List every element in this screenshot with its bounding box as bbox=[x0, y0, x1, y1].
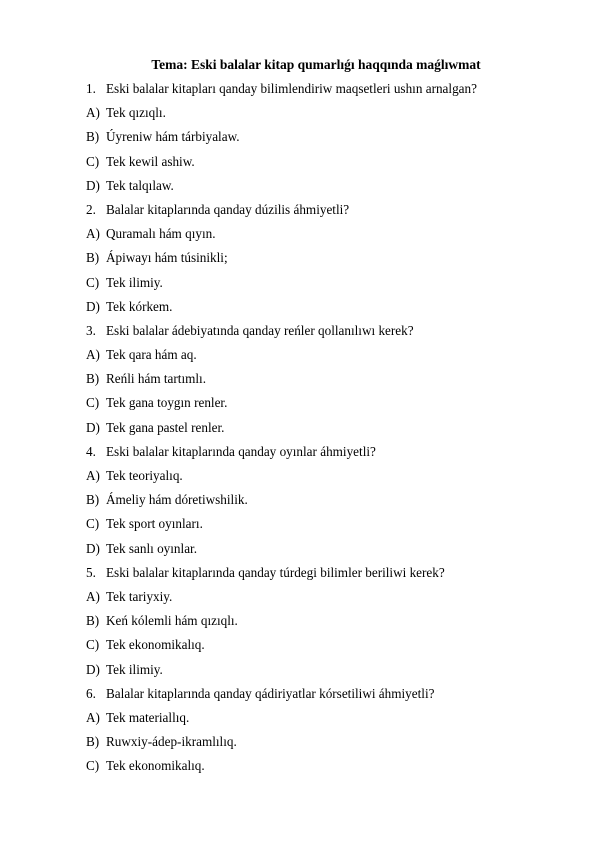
question-text: Eski balalar ádebiyatında qanday reńler qollanılıwı kerek? bbox=[106, 322, 414, 338]
option-row bbox=[86, 491, 566, 515]
question-text: Eski balalar kitaplarında qanday túrdegi bilimler beriliwi kerek? bbox=[106, 564, 445, 580]
option-letter: D) bbox=[86, 419, 100, 435]
question-number: 2. bbox=[86, 201, 96, 217]
option-letter: C) bbox=[86, 637, 100, 653]
option-text: Reńli hám tartımlı. bbox=[106, 371, 206, 387]
option-row bbox=[86, 177, 566, 201]
option-row bbox=[86, 515, 566, 539]
option-text: Tek kewil ashiw. bbox=[106, 153, 195, 169]
option-text: Tek gana pastel renler. bbox=[106, 419, 225, 435]
option-text: Tek sport oyınları. bbox=[106, 516, 203, 532]
option-row bbox=[86, 757, 566, 781]
option-row bbox=[86, 298, 566, 322]
option-letter: B) bbox=[86, 129, 100, 145]
option-text: Tek teoriyalıq. bbox=[106, 468, 183, 483]
option-text: Ámeliy hám dóretiwshilik. bbox=[106, 492, 248, 508]
option-text: Ápiwayı hám túsinikli; bbox=[106, 250, 228, 266]
option-row bbox=[86, 540, 566, 564]
option-row bbox=[86, 394, 566, 418]
option-row bbox=[86, 612, 566, 636]
question-row bbox=[86, 80, 566, 104]
option-text: Tek sanlı oyınlar. bbox=[106, 540, 198, 556]
option-text: Tek ilimiy. bbox=[106, 274, 163, 290]
option-letter: B) bbox=[86, 492, 100, 508]
option-text: Tek materiallıq. bbox=[106, 709, 190, 725]
question-text: Eski balalar kitaplarında qanday oyınlar áhmiyetli? bbox=[106, 443, 376, 459]
option-row bbox=[86, 128, 566, 152]
option-row bbox=[86, 104, 566, 128]
question-text: Eski balalar kitapları qanday bilimlendiriw maqsetleri ushın arnalgan? bbox=[106, 81, 477, 96]
question-text: Balalar kitaplarında qanday dúzilis áhmiyetli? bbox=[106, 201, 350, 217]
option-text: Tek ekonomikalıq. bbox=[106, 758, 205, 774]
option-row bbox=[86, 709, 566, 733]
option-row bbox=[86, 274, 566, 298]
option-text: Tek gana toygın renler. bbox=[106, 395, 228, 411]
option-row bbox=[86, 661, 566, 685]
option-letter: C) bbox=[86, 395, 100, 411]
option-letter: B) bbox=[86, 613, 100, 629]
option-letter: C) bbox=[86, 758, 100, 774]
question-list bbox=[86, 80, 566, 781]
option-letter: C) bbox=[86, 274, 100, 290]
option-letter: D) bbox=[86, 540, 100, 556]
option-row bbox=[86, 225, 566, 249]
question-number: 4. bbox=[86, 443, 96, 459]
option-letter: A) bbox=[86, 709, 100, 725]
option-letter: D) bbox=[86, 661, 100, 677]
option-text: Tek kórkem. bbox=[106, 298, 173, 314]
option-text: Tek ekonomikalıq. bbox=[106, 637, 205, 653]
option-row bbox=[86, 419, 566, 443]
option-text: Úyreniw hám tárbiyalaw. bbox=[106, 129, 240, 145]
question-row bbox=[86, 322, 566, 346]
option-letter: A) bbox=[86, 226, 100, 242]
option-text: Tek qızıqlı. bbox=[106, 105, 166, 121]
option-row bbox=[86, 370, 566, 394]
option-letter: A) bbox=[86, 347, 100, 363]
option-text: Tek talqılaw. bbox=[106, 177, 174, 193]
question-row bbox=[86, 685, 566, 709]
option-row bbox=[86, 467, 566, 491]
option-letter: A) bbox=[86, 588, 100, 604]
option-letter: B) bbox=[86, 734, 100, 750]
option-row bbox=[86, 733, 566, 757]
option-text: Keń kólemli hám qızıqlı. bbox=[106, 613, 238, 629]
option-text: Ruwxiy-ádep-ikramlılıq. bbox=[106, 734, 237, 750]
page-title: Tema: Eski balalar kitap qumarlıǵı haqqında maǵlıwmat bbox=[151, 57, 481, 72]
question-number: 3. bbox=[86, 322, 96, 338]
option-letter: B) bbox=[86, 371, 100, 387]
option-text: Tek qara hám aq. bbox=[106, 347, 197, 363]
question-row bbox=[86, 443, 566, 467]
question-row bbox=[86, 564, 566, 588]
option-letter: A) bbox=[86, 468, 100, 483]
option-text: Tek tariyxiy. bbox=[106, 588, 173, 604]
option-letter: C) bbox=[86, 153, 100, 169]
question-text: Balalar kitaplarında qanday qádiriyatlar kórsetiliwi áhmiyetli? bbox=[106, 685, 435, 701]
question-number: 5. bbox=[86, 564, 96, 580]
option-row bbox=[86, 636, 566, 660]
question-row bbox=[86, 201, 566, 225]
option-letter: A) bbox=[86, 105, 100, 121]
option-letter: C) bbox=[86, 516, 100, 532]
question-number: 1. bbox=[86, 81, 96, 96]
option-row bbox=[86, 346, 566, 370]
option-row bbox=[86, 588, 566, 612]
option-text: Quramalı hám qıyın. bbox=[106, 226, 216, 242]
question-number: 6. bbox=[86, 685, 96, 701]
option-text: Tek ilimiy. bbox=[106, 661, 163, 677]
option-row bbox=[86, 249, 566, 273]
option-letter: D) bbox=[86, 298, 100, 314]
option-letter: D) bbox=[86, 177, 100, 193]
option-letter: B) bbox=[86, 250, 100, 266]
option-row bbox=[86, 153, 566, 177]
